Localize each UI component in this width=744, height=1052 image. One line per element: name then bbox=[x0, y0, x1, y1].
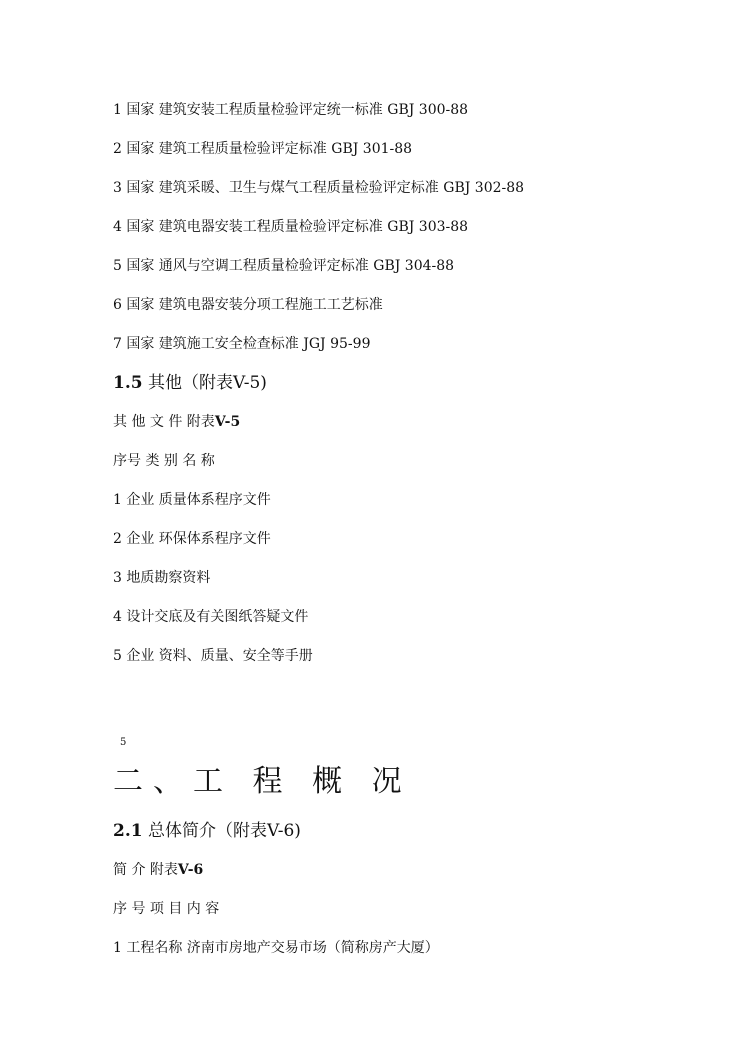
standard-item: 3 国家 建筑采暖、卫生与煤气工程质量检验评定标准 GBJ 302-88 bbox=[113, 180, 525, 196]
table-header: 序号 类 别 名 称 bbox=[113, 453, 215, 469]
list-item: 1 企业 质量体系程序文件 bbox=[113, 492, 271, 508]
table-header: 序 号 项 目 内 容 bbox=[113, 901, 220, 917]
section-heading-1-5 bbox=[113, 375, 267, 392]
list-item: 2 企业 环保体系程序文件 bbox=[113, 531, 271, 547]
section-title: 其他（附表V-5) bbox=[147, 373, 267, 393]
chapter-title: 二、工 程 概 况 bbox=[113, 764, 412, 799]
table-title-text: 简 介 附表 bbox=[113, 862, 178, 878]
section-title: 总体简介（附表V-6) bbox=[147, 821, 301, 841]
list-item: 4 设计交底及有关图纸答疑文件 bbox=[113, 609, 309, 625]
standard-item: 2 国家 建筑工程质量检验评定标准 GBJ 301-88 bbox=[113, 141, 413, 157]
table-title-code: V-5 bbox=[214, 414, 241, 430]
table-title bbox=[113, 415, 240, 429]
table-title-text: 其 他 文 件 附表 bbox=[113, 414, 215, 430]
section-number: 1.5 bbox=[113, 373, 143, 393]
standard-item: 7 国家 建筑施工安全检查标准 JGJ 95-99 bbox=[113, 336, 371, 352]
standard-item: 5 国家 通风与空调工程质量检验评定标准 GBJ 304-88 bbox=[113, 258, 455, 274]
list-item: 3 地质勘察资料 bbox=[113, 570, 211, 586]
list-item: 5 企业 资料、质量、安全等手册 bbox=[113, 648, 313, 664]
standard-item: 4 国家 建筑电器安装工程质量检验评定标准 GBJ 303-88 bbox=[113, 219, 469, 235]
standard-item: 6 国家 建筑电器安装分项工程施工工艺标准 bbox=[113, 297, 383, 313]
list-item: 1 工程名称 济南市房地产交易市场（简称房产大厦） bbox=[113, 940, 439, 956]
table-title-code: V-6 bbox=[177, 862, 204, 878]
table-title bbox=[113, 863, 203, 877]
page-number: 5 bbox=[120, 737, 127, 748]
standard-item: 1 国家 建筑安装工程质量检验评定统一标准 GBJ 300-88 bbox=[113, 102, 469, 118]
section-number: 2.1 bbox=[113, 821, 143, 841]
section-heading-2-1 bbox=[113, 823, 301, 840]
